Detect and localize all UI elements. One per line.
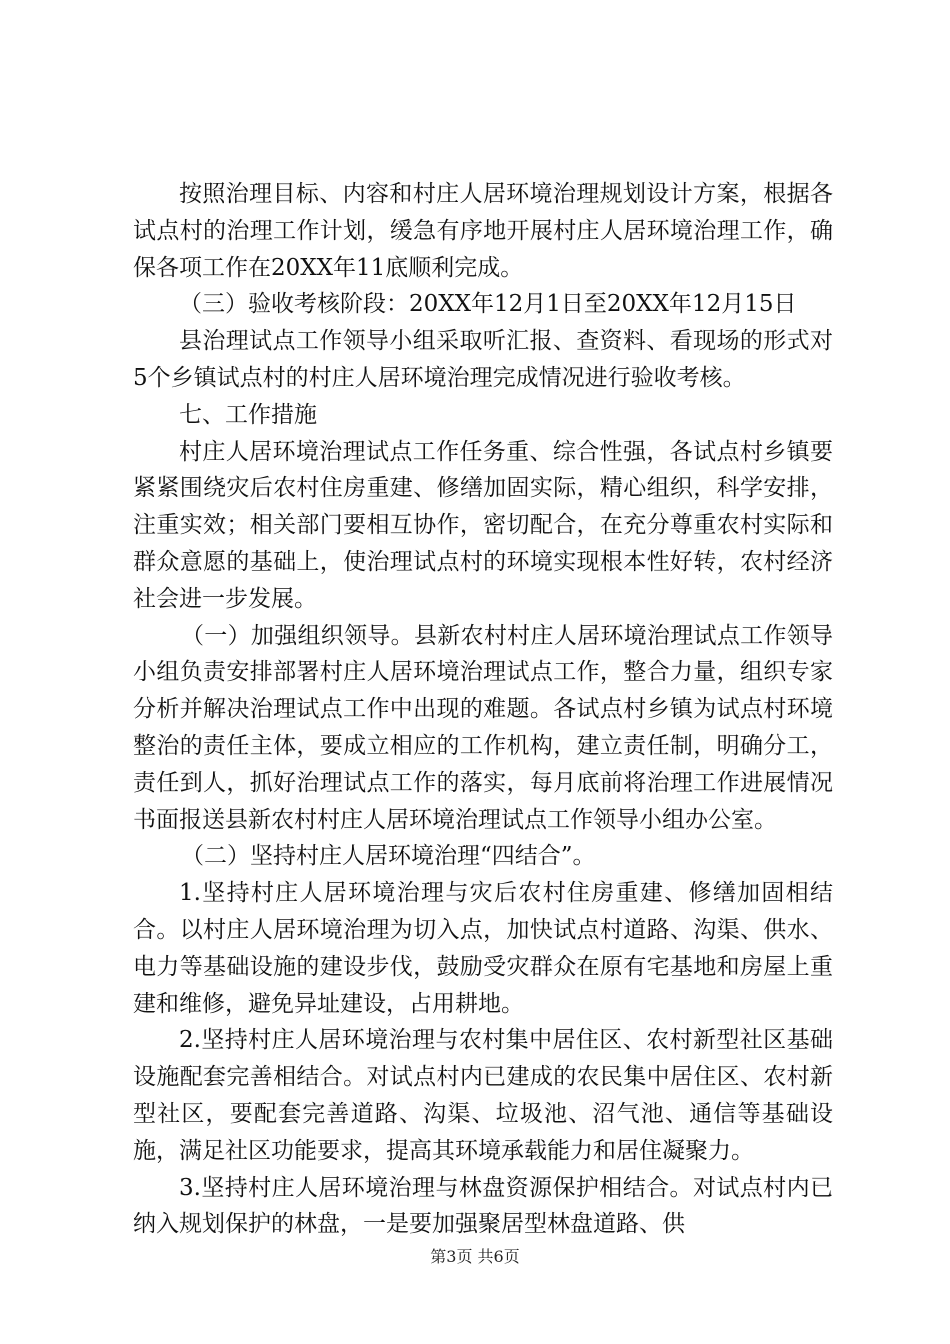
paragraph-acceptance-stage: （三）验收考核阶段：20XX年12月1日至20XX年12月15日	[179, 291, 797, 318]
paragraph-organization: （一）加强组织领导。县新农村村庄人居环境治理试点工作领导小组负责安排部署村庄人居环境治理试点工作，整合力量，组织专家分析并解决治理试点工作中出现的难题。各试点村乡镇为试点村环境整治的责任主体，要成立相应的工作机构，建立责任制，明确分工，责任到人，抓好治理试点工作的落实，每月底前将治理工作进展情况书面报送县新农村村庄人居环境治理试点工作领导小组办公室。	[133, 622, 833, 833]
section-heading-measures: 七、工作措施	[179, 401, 317, 428]
paragraph-item-1: 1.坚持村庄人居环境治理与灾后农村住房重建、修缮加固相结合。以村庄人居环境治理为切入点，加快试点村道路、沟渠、供水、电力等基础设施的建设步伐，鼓励受灾群众在原有宅基地和房屋上重建和维修，避免异址建设，占用耕地。	[133, 880, 833, 1017]
paragraph-item-2: 2.坚持村庄人居环境治理与农村集中居住区、农村新型社区基础设施配套完善相结合。对试点村内已建成的农民集中居住区、农村新型社区，要配套完善道路、沟渠、垃圾池、沼气池、通信等基础设施，满足社区功能要求，提高其环境承载能力和居住凝聚力。	[133, 1027, 833, 1164]
paragraph-acceptance-detail: 县治理试点工作领导小组采取听汇报、查资料、看现场的形式对5个乡镇试点村的村庄人居环境治理完成情况进行验收考核。	[133, 328, 833, 391]
paragraph-four-combinations: （二）坚持村庄人居环境治理“四结合”。	[181, 843, 596, 870]
paragraph-measures-intro: 村庄人居环境治理试点工作任务重、综合性强，各试点村乡镇要紧紧围绕灾后农村住房重建、修缮加固实际，精心组织，科学安排，注重实效；相关部门要相互协作，密切配合，在充分尊重农村实际和群众意愿的基础上，使治理试点村的环境实现根本性好转，农村经济社会进一步发展。	[133, 438, 833, 612]
page-footer: 第3页 共6页	[430, 1247, 520, 1266]
paragraph-item-3: 3.坚持村庄人居环境治理与林盘资源保护相结合。对试点村内已纳入规划保护的林盘，一是要加强聚居型林盘道路、供	[133, 1174, 833, 1238]
document-body	[133, 176, 833, 1243]
paragraph-implementation: 按照治理目标、内容和村庄人居环境治理规划设计方案，根据各试点村的治理工作计划，缓急有序地开展村庄人居环境治理工作，确保各项工作在20XX年11底顺利完成。	[133, 181, 833, 281]
